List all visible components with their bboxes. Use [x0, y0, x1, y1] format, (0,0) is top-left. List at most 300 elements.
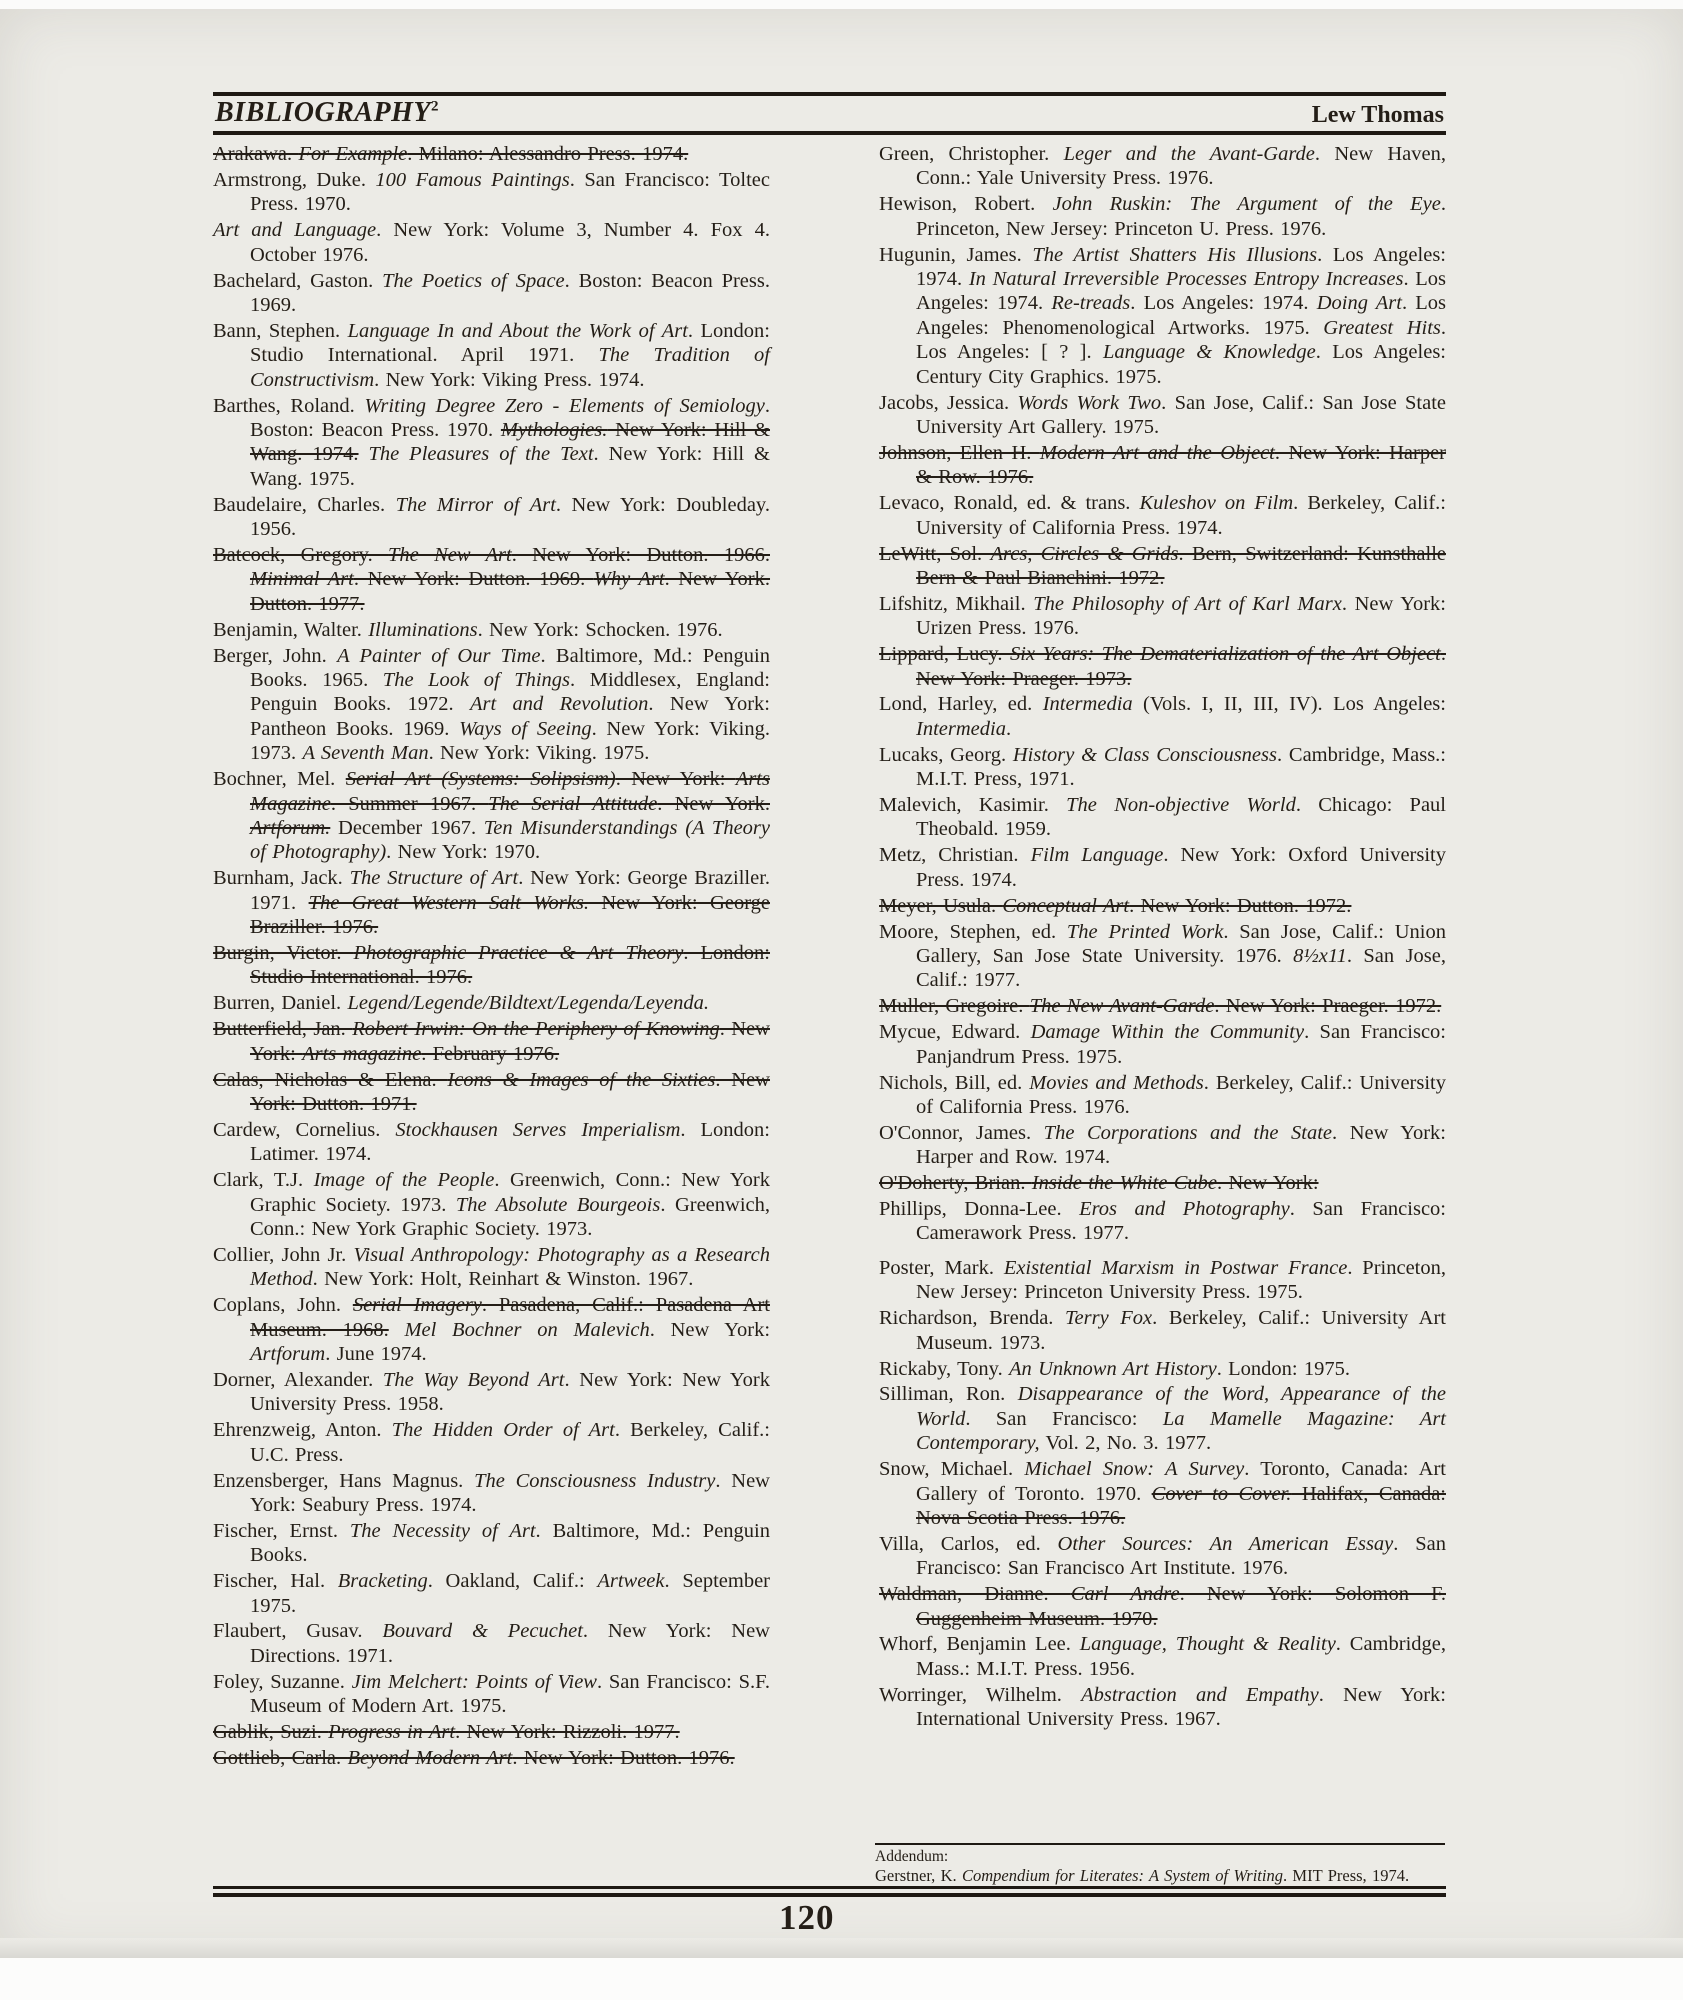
addendum-box: [875, 1843, 1445, 1886]
work-title-text: Intermedia: [916, 717, 1006, 740]
bib-entry: [213, 1746, 770, 1770]
struck-entry-text: Arts Magazine: [250, 768, 770, 815]
work-title-text: The Non-objective World: [1066, 794, 1296, 817]
entry-text: Fischer, Ernst.: [213, 1519, 350, 1542]
bib-entry: [213, 394, 770, 492]
entry-text: Barthes, Roland.: [213, 394, 365, 417]
entry-text: . Los Angeles: Century City Graphics. 1975.: [916, 341, 1446, 388]
entry-text: . Berkeley, Calif.: University Art Museum. 1973.: [916, 1307, 1446, 1354]
struck-entry-text: Why Art: [593, 568, 665, 591]
struck-entry-text: . Bern, Switzerland: Kunsthalle Bern & Paul Bianchini. 1972.: [916, 542, 1446, 589]
entry-text: Gerstner, K.: [875, 1866, 962, 1885]
page-content: [213, 92, 1446, 1772]
page-title-superscript: 2: [431, 98, 440, 115]
work-title-text: Art and Revolution: [469, 693, 649, 716]
struck-entry-text: The Great Western Salt Works.: [308, 891, 589, 914]
entry-text: Foley, Suzanne.: [213, 1670, 352, 1693]
work-title-text: Words Work Two: [1017, 391, 1162, 414]
work-title-text: The Artist Shatters His Illusions: [1032, 243, 1318, 266]
entry-text: . San Francisco: Toltec Press. 1970.: [250, 168, 770, 216]
work-title-text: 100 Famous Paintings: [375, 168, 570, 191]
entry-text: Poster, Mark.: [879, 1256, 1004, 1279]
bib-entry: [879, 1197, 1446, 1246]
bib-entry: [213, 1519, 770, 1568]
entry-text: Green, Christopher.: [879, 143, 1064, 165]
struck-entry-text: Arakawa.: [213, 143, 299, 165]
entry-text: . New York: Doubleday. 1956.: [250, 493, 770, 541]
entry-text: Mycue, Edward.: [879, 1021, 1031, 1044]
struck-entry-text: For Example: [298, 143, 408, 165]
bib-entry: [213, 866, 770, 939]
bib-entry: [879, 692, 1446, 741]
work-title-text: Artweek: [597, 1570, 665, 1593]
struck-entry-text: . February 1976.: [421, 1042, 560, 1065]
struck-entry-text: Robert Irwin: On the Periphery of Knowing: [352, 1018, 720, 1041]
entry-text: Coplans, John.: [213, 1294, 353, 1317]
work-title-text: Intermedia: [1042, 693, 1133, 716]
bib-entry: [213, 1017, 770, 1066]
work-title-text: Image of the People: [313, 1169, 495, 1192]
entry-text: Vol. 2, No. 3. 1977.: [1039, 1432, 1212, 1455]
entry-text: Armstrong, Duke.: [213, 168, 376, 191]
work-title-text: La Mamelle Magazine: Art Contemporary,: [916, 1407, 1446, 1455]
work-title-text: Michael Snow: A Survey: [1024, 1458, 1245, 1481]
struck-entry-text: . New York:: [250, 1018, 770, 1065]
entry-text: . San Jose, Calif.: Union Gallery, San Jose State University. 1976.: [916, 920, 1446, 967]
work-title-text: Damage Within the Community: [1030, 1021, 1305, 1044]
struck-entry-text: The Serial Attitude: [488, 792, 658, 815]
bib-entry: [213, 218, 770, 267]
bib-entry: [213, 1619, 770, 1668]
work-title-text: The Pleasures of the Text: [368, 443, 594, 466]
entry-text: Bochner, Mel.: [213, 768, 346, 791]
bib-entry: [213, 1720, 770, 1744]
work-title-text: The Absolute Bourgeois: [455, 1193, 661, 1216]
bib-entry: [879, 142, 1446, 191]
entry-text: Enzensberger, Hans Magnus.: [213, 1469, 475, 1492]
work-title-text: Abstraction and Empathy: [1081, 1683, 1319, 1706]
entry-text: . Chicago: Paul Theobald. 1959.: [916, 794, 1446, 841]
struck-entry-text: New York: Hill & Wang. 1974.: [250, 418, 770, 466]
work-title-text: Ways of Seeing: [459, 717, 592, 740]
work-title-text: An Unknown Art History: [1009, 1357, 1217, 1380]
work-title-text: The Philosophy of Art of Karl Marx: [1033, 592, 1342, 615]
entry-text: Malevich, Kasimir.: [879, 794, 1067, 817]
bib-entry: [879, 243, 1446, 389]
work-title-text: The Tradition of Constructivism: [250, 344, 770, 391]
entry-text: . Los Angeles: 1974.: [916, 268, 1446, 315]
bib-entry: [213, 1243, 770, 1292]
struck-entry-text: Muller, Gregoire.: [879, 995, 1030, 1018]
entry-text: . Berkeley, Calif.: U.C. Press.: [250, 1419, 770, 1466]
entry-text: . June 1974.: [325, 1343, 427, 1365]
bib-entry: [879, 1457, 1446, 1530]
struck-entry-text: Beyond Modern Art: [347, 1747, 513, 1769]
entry-text: Lucaks, Georg.: [879, 743, 1013, 766]
entry-text: . New York: Oxford University Press. 1974.: [916, 844, 1447, 891]
struck-entry-text: . New York:: [615, 768, 736, 791]
work-title-text: Eros and Photography: [1079, 1198, 1290, 1221]
entry-text: . Los Angeles: Phenomenological Artworks. 1975.: [916, 292, 1446, 339]
work-title-text: Language, Thought & Reality: [1079, 1633, 1336, 1656]
struck-entry-text: . Milano: Alessandro Press. 1974.: [407, 143, 689, 165]
entry-text: (Vols. I, II, III, IV). Los Angeles:: [1132, 693, 1446, 716]
entry-text: . MIT Press, 1974.: [1282, 1866, 1410, 1885]
entry-text: Jacobs, Jessica.: [879, 391, 1018, 414]
struck-entry-text: . Pasadena, Calif.: Pasadena Art Museum. 1968.: [250, 1294, 770, 1341]
bib-entry: [879, 592, 1446, 641]
page-header: [213, 92, 1446, 135]
entry-text: .: [1005, 717, 1012, 740]
page-title: [215, 97, 439, 129]
struck-entry-text: Carl Andre: [1070, 1583, 1180, 1606]
bibliography-column-left: [213, 142, 770, 1772]
bib-entry: [213, 269, 770, 318]
entry-text: . New York: Pantheon Books. 1969.: [250, 693, 770, 740]
bib-entry: [213, 543, 770, 616]
entry-text: . New York: Holt, Reinhart & Winston. 1967.: [312, 1268, 694, 1291]
entry-text: Lifshitz, Mikhail.: [879, 592, 1034, 615]
struck-entry-text: Calas, Nicholas & Elena.: [213, 1068, 448, 1091]
struck-entry-text: Photographic Practice & Art Theory: [353, 942, 684, 964]
work-title-text: The Hidden Order of Art: [391, 1419, 615, 1442]
addendum-label: Addendum:: [875, 1848, 949, 1865]
work-title-text: Language & Knowledge: [1102, 341, 1316, 364]
bibliography-column-right: [879, 142, 1446, 1772]
entry-text: Berger, John.: [213, 644, 338, 667]
work-title-text: Kuleshov on Film: [1139, 492, 1294, 515]
work-title-text: The Mirror of Art: [395, 493, 556, 516]
entry-text: Baudelaire, Charles.: [213, 493, 396, 516]
bibliography-columns: [213, 142, 1446, 1772]
entry-text: O'Connor, James.: [879, 1121, 1044, 1144]
entry-text: Cardew, Cornelius.: [213, 1118, 396, 1141]
work-title-text: The Way Beyond Art: [382, 1368, 565, 1391]
entry-text: . New York: New York University Press. 1958.: [250, 1368, 770, 1416]
entry-text: . San Francisco:: [965, 1407, 1163, 1430]
struck-entry-text: The New Avant-Garde: [1029, 995, 1215, 1018]
work-title-text: Bouvard & Pecuchet: [382, 1620, 583, 1643]
entry-text: . New York: Viking. 1973.: [250, 717, 770, 765]
entry-text: . New York: International University Press. 1967.: [916, 1683, 1446, 1731]
struck-entry-text: Batcock, Gregory.: [213, 544, 389, 566]
bib-entry: [879, 1306, 1446, 1355]
entry-text: Hewison, Robert.: [879, 193, 1053, 216]
bib-entry: [213, 644, 770, 766]
bib-entry: [879, 1683, 1446, 1732]
entry-text: Burren, Daniel.: [213, 992, 348, 1015]
entry-text: . New York: Volume 3, Number 4. Fox 4. October 1976.: [250, 219, 770, 266]
work-title-text: Illuminations: [368, 618, 478, 641]
struck-entry-text: Progress in Art: [328, 1721, 456, 1744]
bib-entry: [879, 1382, 1446, 1455]
entry-text: . Los Angeles: 1974.: [1130, 292, 1317, 315]
bottom-rule-upper: [213, 1886, 1446, 1889]
work-title-text: Disappearance of the Word, Appearance of the World: [916, 1383, 1446, 1430]
bib-entry: [879, 894, 1446, 918]
work-title-text: Visual Anthropology: Photography as a Research Method: [250, 1243, 771, 1291]
entry-text: . Los Angeles: 1974.: [916, 243, 1446, 291]
entry-text: . New York: 1970.: [386, 841, 541, 864]
work-title-text: Stockhausen Serves Imperialism: [395, 1118, 681, 1141]
entry-text: . New Haven, Conn.: Yale University Press. 1976.: [916, 143, 1446, 190]
work-title-text: Ten Misunderstandings (A Theory of Photography): [250, 816, 770, 864]
entry-text: . Baltimore, Md.: Penguin Books.: [250, 1519, 770, 1567]
bib-entry: [879, 391, 1446, 440]
work-title-text: Mel Bochner on Malevich: [404, 1318, 650, 1341]
entry-text: Dorner, Alexander.: [213, 1368, 383, 1391]
entry-text: . New York: Urizen Press. 1976.: [916, 592, 1446, 640]
entry-text: . Greenwich, Conn.: New York Graphic Society. 1973.: [250, 1193, 770, 1240]
bib-entry: [213, 1670, 770, 1719]
struck-entry-text: O'Doherty, Brian.: [879, 1172, 1032, 1195]
struck-entry-text: Arcs, Circles & Grids: [990, 542, 1179, 565]
entry-text: Rickaby, Tony.: [879, 1357, 1010, 1380]
work-title-text: Legend/Legende/Bildtext/Legenda/Leyenda.: [347, 992, 709, 1015]
bib-entry: [879, 1071, 1446, 1120]
entry-text: . Boston: Beacon Press. 1970.: [250, 394, 770, 441]
struck-entry-text: Gablik, Suzi.: [213, 1721, 329, 1744]
bib-entry: [213, 618, 770, 642]
work-title-text: Doing Art: [1316, 292, 1402, 315]
entry-text: . San Francisco: Camerawork Press. 1977.: [916, 1198, 1446, 1245]
struck-entry-text: . New York: Dutton. 1966.: [511, 544, 770, 566]
work-title-text: Artforum: [250, 1343, 326, 1365]
struck-entry-text: New York: George Braziller. 1976.: [250, 891, 770, 939]
bib-entry: [879, 542, 1446, 591]
work-title-text: Jim Melchert: Points of View: [351, 1670, 597, 1693]
work-title-text: History & Class Consciousness: [1012, 743, 1277, 766]
work-title-text: Movies and Methods: [1029, 1071, 1204, 1094]
work-title-text: Terry Fox: [1065, 1307, 1153, 1330]
struck-entry-text: Halifax, Canada: Nova Scotia Press. 1976.: [916, 1482, 1446, 1529]
work-title-text: Bracketing: [337, 1570, 428, 1593]
entry-text: . New York: Harper and Row. 1974.: [916, 1121, 1446, 1169]
scan-edge-top: [0, 0, 1683, 9]
bib-entry: [213, 941, 770, 990]
struck-entry-text: Modern Art and the Object: [1039, 441, 1275, 464]
entry-text: Ehrenzweig, Anton.: [213, 1419, 392, 1442]
struck-entry-text: Meyer, Usula.: [879, 894, 1003, 917]
entry-text: . Toronto, Canada: Art Gallery of Toronto. 1970.: [916, 1458, 1446, 1505]
entry-text: Clark, T.J.: [213, 1169, 314, 1192]
struck-entry-text: . New York.: [657, 792, 770, 815]
bib-entry: [213, 1118, 770, 1167]
entry-text: Moore, Stephen, ed.: [879, 920, 1067, 943]
struck-entry-text: . Summer 1967.: [330, 792, 489, 815]
scan-edge-bottom: [0, 1958, 1683, 2000]
entry-text: Whorf, Benjamin Lee.: [879, 1633, 1080, 1656]
work-title-text: Greatest Hits: [1323, 316, 1441, 339]
struck-entry-text: Cover to Cover.: [1151, 1482, 1292, 1505]
bottom-rule-lower: [213, 1893, 1446, 1897]
struck-entry-text: Conceptual Art: [1002, 894, 1130, 917]
work-title-text: The Corporations and the State: [1043, 1121, 1332, 1144]
entry-text: . New York:: [649, 1318, 771, 1341]
entry-text: December 1967.: [330, 816, 484, 839]
entry-text: . Los Angeles: [ ? ].: [916, 316, 1446, 364]
work-title-text: Other Sources: An American Essay: [1057, 1532, 1394, 1555]
entry-text: . Greenwich, Conn.: New York Graphic Society. 1973.: [250, 1169, 770, 1216]
bib-entry: [213, 1418, 770, 1467]
entry-text: Snow, Michael.: [879, 1458, 1025, 1481]
work-title-text: The Necessity of Art: [349, 1519, 536, 1542]
entry-text: . San Francisco: S.F. Museum of Modern Art. 1975.: [250, 1670, 770, 1718]
bib-entry: [879, 1357, 1446, 1381]
entry-text: . Baltimore, Md.: Penguin Books. 1965.: [250, 644, 771, 692]
struck-entry-text: Serial Imagery: [352, 1294, 482, 1317]
entry-text: . London: 1975.: [1216, 1357, 1351, 1380]
bib-entry: [879, 1532, 1446, 1581]
bib-entry: [879, 920, 1446, 993]
entry-text: Collier, John Jr.: [213, 1243, 354, 1266]
struck-entry-text: Serial Art (Systems: Solipsism): [345, 768, 616, 791]
entry-text: Nichols, Bill, ed.: [879, 1071, 1030, 1094]
bib-entry: [879, 1171, 1446, 1195]
struck-entry-text: Icons & Images of the Sixties: [447, 1068, 716, 1091]
bib-entry: [879, 1582, 1446, 1631]
entry-text: Levaco, Ronald, ed. & trans.: [879, 492, 1140, 515]
struck-entry-text: . New York:: [1217, 1172, 1319, 1195]
struck-entry-text: . New York. Dutton. 1977.: [250, 568, 771, 615]
bib-entry: [879, 441, 1446, 490]
work-title-text: Compendium for Literates: A System of Writing: [961, 1866, 1283, 1885]
entry-text: . Princeton, New Jersey: Princeton U. Press. 1976.: [916, 193, 1446, 240]
addendum-entry: [875, 1866, 1445, 1886]
struck-entry-text: Waldman, Dianne.: [879, 1583, 1071, 1606]
entry-text: Bachelard, Gaston.: [213, 269, 383, 292]
work-title-text: Language In and About the Work of Art: [347, 319, 688, 342]
entry-text: . New York: Viking. 1975.: [428, 742, 650, 765]
bib-entry: [213, 142, 770, 166]
work-title-text: A Seventh Man: [302, 742, 429, 765]
entry-text: . San Jose, Calif.: San Jose State University Art Gallery. 1975.: [916, 391, 1446, 438]
struck-entry-text: . New York: Praeger. 1973.: [916, 643, 1446, 690]
entry-text: Lond, Harley, ed.: [879, 693, 1043, 716]
entry-text: Bann, Stephen.: [213, 319, 348, 342]
entry-text: Hugunin, James.: [879, 243, 1033, 266]
entry-text: . San Jose, Calif.: 1977.: [916, 945, 1446, 992]
entry-text: Flaubert, Gusav.: [213, 1620, 383, 1643]
struck-entry-text: . New York: Dutton. 1971.: [250, 1068, 770, 1115]
entry-text: . San Francisco: San Francisco Art Institute. 1976.: [916, 1532, 1447, 1580]
struck-entry-text: Minimal Art: [250, 568, 354, 591]
struck-entry-text: Inside the White Cube: [1031, 1172, 1218, 1195]
struck-entry-text: Six Years: The Dematerialization of the Art Object: [1010, 643, 1441, 666]
entry-text: . September 1975.: [250, 1570, 771, 1617]
bib-entry: [879, 192, 1446, 241]
struck-entry-text: Mythologies.: [500, 418, 608, 441]
entry-text: . New York: George Braziller. 1971.: [250, 867, 771, 914]
work-title-text: Writing Degree Zero - Elements of Semiology: [364, 394, 765, 417]
work-title-text: The Structure of Art: [349, 867, 519, 890]
page-title-text: BIBLIOGRAPHY: [215, 97, 432, 128]
page-author: Lew Thomas: [1311, 102, 1444, 128]
page-number: 120: [779, 1898, 835, 1937]
bib-entry: [879, 843, 1446, 892]
entry-text: . Berkeley, Calif.: University of California Press. 1974.: [916, 492, 1446, 539]
bib-entry: [879, 1121, 1446, 1170]
entry-text: Benjamin, Walter.: [213, 618, 369, 641]
work-title-text: The Look of Things: [382, 669, 571, 692]
entry-text: . Cambridge, Mass.: M.I.T. Press, 1971.: [916, 743, 1446, 791]
entry-text: . Oakland, Calif.:: [427, 1570, 598, 1593]
struck-entry-text: Lippard, Lucy.: [879, 643, 1011, 666]
entry-text: . New York: Hill & Wang. 1975.: [250, 443, 770, 490]
struck-entry-text: Burgin, Victor.: [213, 942, 354, 964]
work-title-text: Film Language: [1030, 844, 1164, 867]
struck-entry-text: . New York: Dutton. 1969.: [353, 568, 594, 591]
entry-text: Metz, Christian.: [879, 844, 1031, 867]
entry-text: Villa, Carlos, ed.: [879, 1532, 1058, 1555]
struck-entry-text: Johnson, Ellen H.: [879, 441, 1040, 464]
entry-text: Phillips, Donna-Lee.: [879, 1198, 1080, 1221]
struck-entry-text: . New York: Harper & Row. 1976.: [916, 441, 1447, 489]
bib-entry: [879, 491, 1446, 540]
struck-entry-text: Artforum.: [250, 816, 331, 839]
struck-entry-text: . New York: Praeger. 1972.: [1214, 995, 1442, 1018]
bib-entry: [879, 1256, 1446, 1305]
bib-entry: [879, 793, 1446, 842]
struck-entry-text: . New York: Dutton. 1976.: [512, 1747, 735, 1769]
bib-entry: [213, 493, 770, 542]
entry-text: . New York: New Directions. 1971.: [250, 1620, 770, 1667]
work-title-text: A Painter of Our Time: [337, 644, 541, 667]
bib-entry: [213, 767, 770, 865]
bib-entry: [213, 1293, 770, 1366]
entry-text: Burnham, Jack.: [213, 867, 350, 890]
work-title-text: Leger and the Avant-Garde: [1063, 143, 1315, 165]
work-title-text: Re-treads: [1051, 292, 1131, 315]
work-title-text: Art and Language: [213, 219, 377, 242]
entry-text: [389, 1319, 405, 1341]
struck-entry-text: . New York: Dutton. 1972.: [1129, 894, 1352, 917]
bib-entry: [213, 991, 770, 1015]
entry-text: Worringer, Wilhelm.: [879, 1683, 1082, 1706]
struck-entry-text: . New York: Solomon F. Guggenheim Museum. 1970.: [916, 1583, 1446, 1630]
work-title-text: Existential Marxism in Postwar France: [1003, 1256, 1348, 1279]
entry-text: . New York: Schocken. 1976.: [477, 618, 723, 641]
bib-entry: [213, 168, 770, 217]
bib-entry: [879, 743, 1446, 792]
entry-text: . Middlesex, England: Penguin Books. 1972.: [250, 669, 770, 716]
struck-entry-text: LeWitt, Sol.: [879, 542, 991, 565]
struck-entry-text: Gottlieb, Carla.: [213, 1747, 348, 1769]
bib-entry: [213, 319, 770, 392]
entry-text: . London: Studio International. April 1971.: [250, 319, 771, 367]
entry-text: Silliman, Ron.: [879, 1383, 1018, 1406]
bib-entry: [879, 642, 1446, 691]
entry-text: . Boston: Beacon Press. 1969.: [250, 269, 770, 316]
entry-text: . London: Latimer. 1974.: [250, 1118, 770, 1166]
struck-entry-text: . New York: Rizzoli. 1977.: [455, 1721, 680, 1744]
entry-text: . San Francisco: Panjandrum Press. 1975.: [916, 1021, 1446, 1068]
entry-text: Fischer, Hal.: [213, 1570, 338, 1593]
bib-entry: [213, 1168, 770, 1241]
work-title-text: In Natural Irreversible Processes Entropy Increases: [968, 268, 1404, 291]
work-title-text: The Printed Work: [1066, 920, 1224, 943]
entry-text: . New York: Seabury Press. 1974.: [250, 1469, 770, 1516]
bib-entry: [879, 1020, 1446, 1069]
entry-text: Richardson, Brenda.: [879, 1307, 1066, 1330]
entry-text: . Berkeley, Calif.: University of California Press. 1976.: [916, 1071, 1446, 1118]
entry-text: . Princeton, New Jersey: Princeton University Press. 1975.: [916, 1256, 1446, 1304]
bib-entry: [213, 1569, 770, 1618]
struck-entry-text: The New Art: [388, 544, 512, 566]
work-title-text: The Consciousness Industry: [474, 1469, 716, 1492]
bib-entry: [879, 1632, 1446, 1681]
struck-entry-text: . London: Studio International. 1976.: [250, 942, 770, 989]
